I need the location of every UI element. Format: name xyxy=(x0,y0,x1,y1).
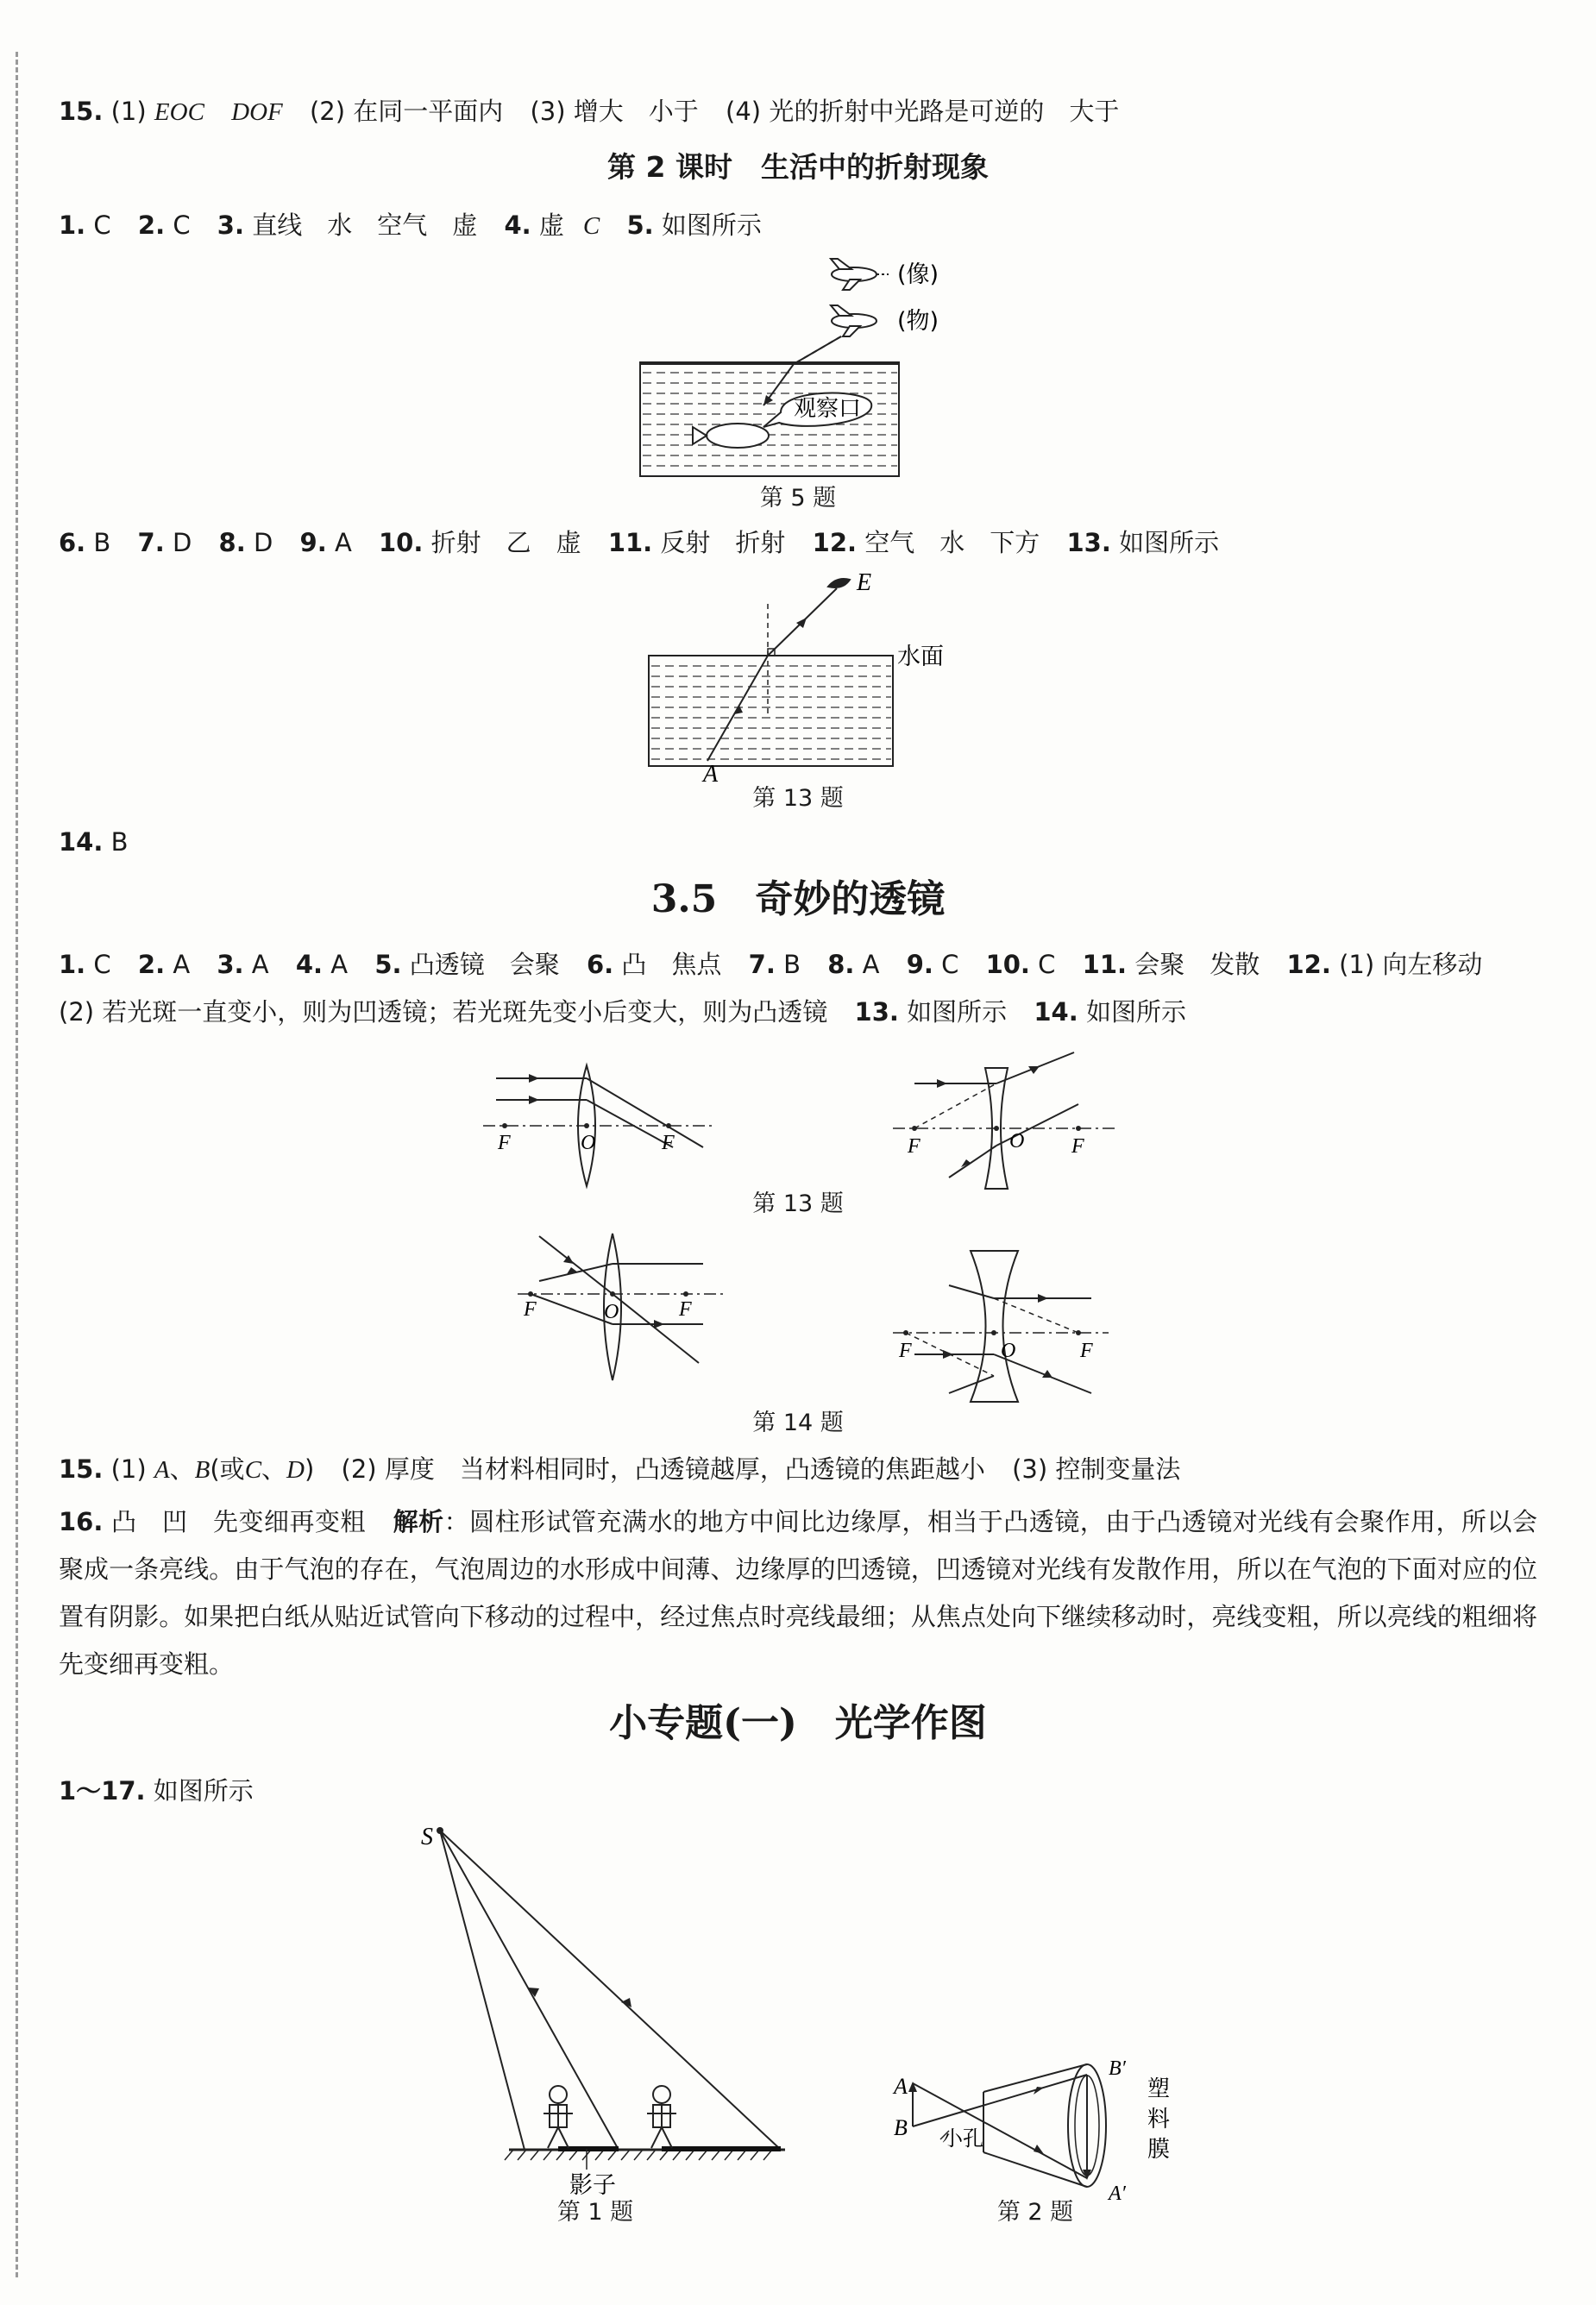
fig13a-a-label: A xyxy=(703,761,719,788)
fig13-lens-caption: 第 13 题 xyxy=(752,1190,844,1217)
fig13-convex-f1-label: F xyxy=(498,1132,511,1154)
fig13-convex-f2-label: F xyxy=(662,1132,675,1154)
fig13-concave-o-label: O xyxy=(1009,1130,1025,1152)
topic-answers-1-17: 1～17. 如图所示 xyxy=(59,1776,254,1806)
fig13-concave-f1-label: F xyxy=(908,1135,921,1158)
sec35-answers-12-14: (2) 若光斑一直变小，则为凹透镜；若光斑先变小后变大，则为凸透镜 13. 如图所示 14. 如图所示 xyxy=(59,997,1186,1027)
fig14-concave-f2-label: F xyxy=(1080,1340,1093,1362)
fig14-concave-lens xyxy=(889,1247,1113,1406)
person-left-icon xyxy=(544,2086,573,2148)
lesson2-answers-1-5: 1. C 2. C 3. 直线 水 空气 虚 4. 虚 C 5. 如图所示 xyxy=(59,210,762,240)
fig14-concave-o-label: O xyxy=(1001,1340,1016,1362)
topic-fig2-pinhole-diagram xyxy=(889,2057,1199,2204)
answer-line-15-previous: 15. (1) EOC DOF (2) 在同一平面内 (3) 增大 小于 (4) 光的折射中光路是可逆的 大于 xyxy=(59,97,1120,126)
fig13-convex-lens xyxy=(479,1052,720,1190)
plane-object-icon xyxy=(831,305,877,336)
person-right-icon xyxy=(647,2086,676,2148)
sec35-answer-16: 16. 凸 凹 先变细再变粗 解析：圆柱形试管充满水的地方中间比边缘厚，相当于凸透镜，由于凸透镜对光线有会聚作用，所以会聚成一条亮线。由于气泡的存在，气泡周边的水形成中间薄、边缘厚的凹透镜，凹透镜对光线有发散作用，所以在气泡的下面对应的位置有阴影。如果把白纸从贴近试管向下移动的过程中，经过焦点时亮线最细；从焦点处向下继续移动时，亮线变粗，所以亮线的粗细将先变细再变粗。 xyxy=(59,1507,1537,1679)
topic-fig2-film-char3: 膜 xyxy=(1147,2137,1171,2163)
fig14-concave-f1-label: F xyxy=(899,1340,912,1362)
fig14-convex-f2-label: F xyxy=(679,1298,692,1321)
fig5-window-label: 观察口 xyxy=(794,396,862,422)
figure-13-refraction-diagram xyxy=(643,569,971,788)
lesson2-answer-14: 14. B xyxy=(59,827,129,857)
lesson2-title: 第 2 课时 生活中的折射现象 xyxy=(607,150,989,184)
fig13a-e-label: E xyxy=(857,569,872,596)
fig13-concave-f2-label: F xyxy=(1071,1135,1084,1158)
lesson2-answers-6-13: 6. B 7. D 8. D 9. A 10. 折射 乙 虚 11. 反射 折射 12. 空气 水 下方 13. 如图所示 xyxy=(59,528,1220,557)
topic-fig2-film-char1: 塑 xyxy=(1147,2076,1171,2102)
eye-icon xyxy=(828,579,850,587)
fig13-convex-o-label: O xyxy=(581,1132,596,1154)
fig14-lens-caption: 第 14 题 xyxy=(752,1410,844,1436)
fig5-object-label: (物) xyxy=(897,308,939,335)
topic-fig2-caption: 第 2 题 xyxy=(996,2199,1074,2226)
topic-fig2-a-prime-label: A′ xyxy=(1109,2183,1126,2205)
topic-fig1-caption: 第 1 题 xyxy=(556,2199,634,2226)
fig14-convex-f1-label: F xyxy=(524,1298,537,1321)
topic-fig1-shadow-diagram xyxy=(414,1820,794,2199)
fig5-caption: 第 5 题 xyxy=(759,485,837,512)
topic-fig2-b-prime-label: B′ xyxy=(1109,2057,1126,2080)
sec35-answer-15: 15. (1) A、B(或C、D) (2) 厚度 当材料相同时，凸透镜越厚，凸透镜的焦距越小 (3) 控制变量法 xyxy=(59,1454,1181,1484)
fig13a-water-label: 水面 xyxy=(897,644,944,670)
topic-fig2-film-char2: 料 xyxy=(1147,2107,1171,2132)
topic-1-title: 小专题(一) 光学作图 xyxy=(609,1701,987,1745)
fig5-image-label: (像) xyxy=(897,261,939,288)
sec35-answers-1-12: 1. C 2. A 3. A 4. A 5. 凸透镜 会聚 6. 凸 焦点 7. B 8. A 9. C 10. C 11. 会聚 发散 12. (1) 向左移动 xyxy=(59,950,1483,979)
section-3-5-title: 3.5 奇妙的透镜 xyxy=(650,877,946,921)
topic-fig2-b-label: B xyxy=(894,2115,908,2140)
binding-margin-line xyxy=(16,52,18,2277)
topic-fig2-a-label: A xyxy=(894,2074,908,2099)
fig14-convex-o-label: O xyxy=(604,1301,619,1323)
topic-fig2-hole-label: 小孔 xyxy=(942,2126,983,2151)
topic-fig1-s-label: S xyxy=(421,1824,433,1850)
topic-fig1-shadow-label: 影子 xyxy=(569,2172,616,2199)
fig14-convex-lens xyxy=(513,1229,729,1385)
plane-image-icon xyxy=(831,259,889,290)
figure-5-diagram xyxy=(634,250,945,483)
fig13-concave-lens xyxy=(889,1052,1122,1190)
fig13a-caption: 第 13 题 xyxy=(752,785,844,812)
